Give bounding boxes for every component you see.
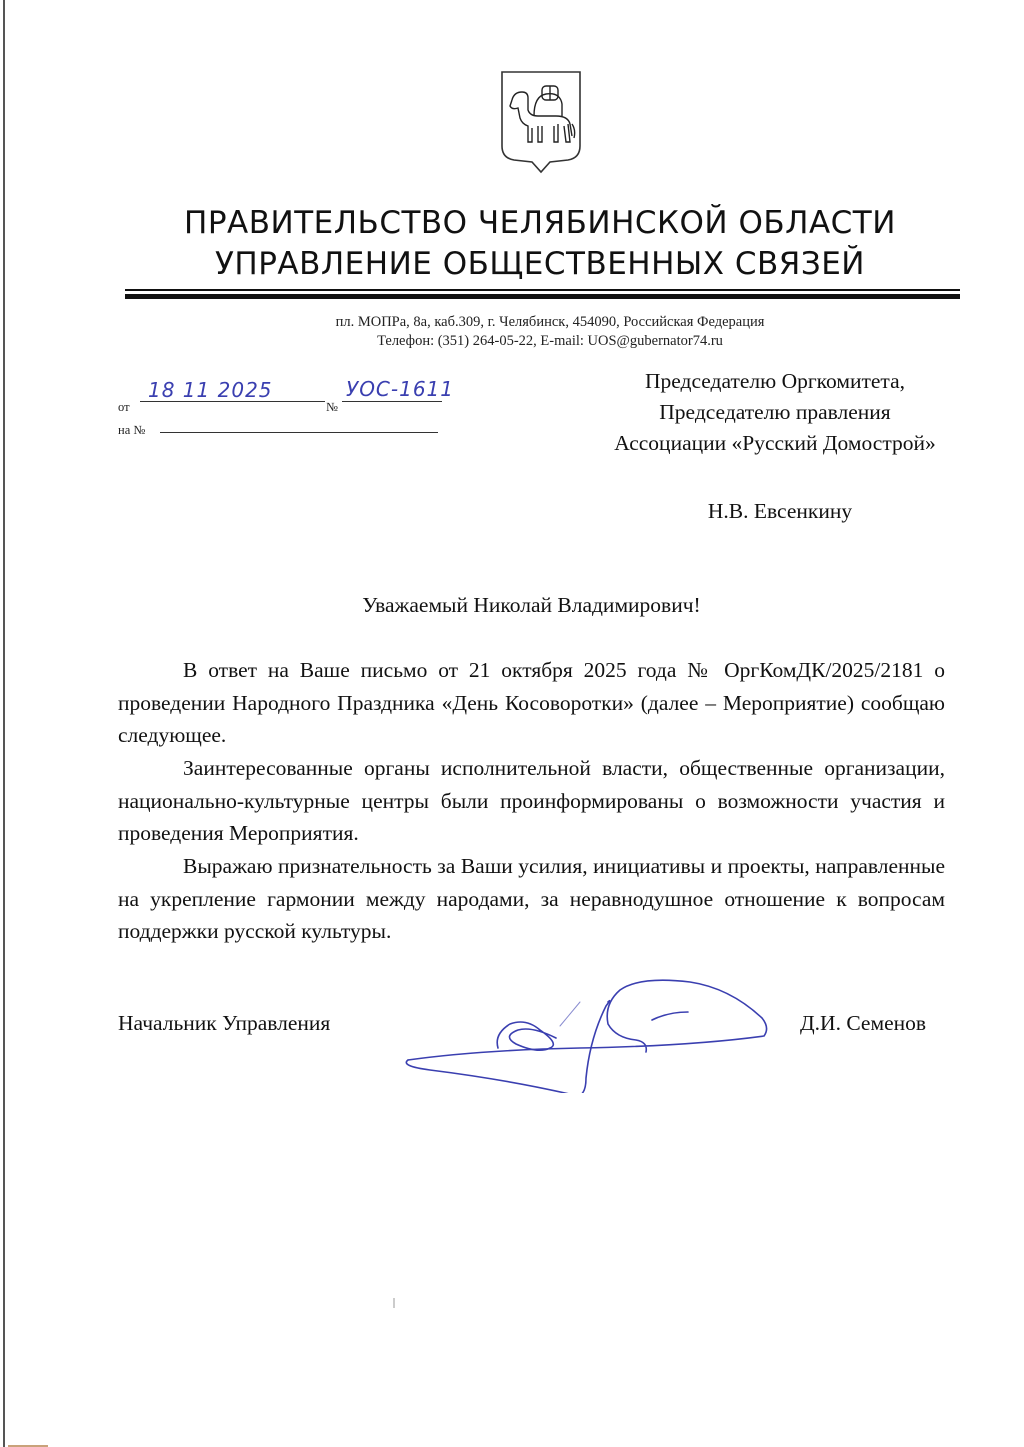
scan-edge-line [3, 0, 5, 1447]
coat-of-arms-icon [498, 66, 584, 178]
header-rule-thick [125, 294, 960, 299]
addressee-line-3: Ассоциации «Русский Домострой» [614, 431, 936, 455]
letter-paragraph [118, 654, 945, 752]
number-label: № [326, 400, 338, 414]
scan-speck [393, 1298, 395, 1308]
addressee-name: Н.В. Евсенкину [707, 499, 853, 523]
letter-paragraph [118, 752, 945, 850]
addressee-block [575, 366, 975, 459]
header-rule-thin [125, 289, 960, 291]
paragraph-1: В ответ на Ваше письмо от 21 октября 2025 года № ОргКомДК/2025/2181 о проведении Народного Праздника «День Косоворотки» (далее – Мероприятие) сообщаю следующее. [118, 658, 945, 747]
addressee-line-2: Председателю правления [659, 400, 891, 424]
addressee-line-1: Председателю Оргкомитета, [645, 369, 905, 393]
department-name: УПРАВЛЕНИЕ ОБЩЕСТВЕННЫХ СВЯЗЕЙ [215, 246, 865, 282]
signer-position: Начальник Управления [118, 1011, 331, 1035]
registration-date-row [118, 400, 130, 415]
from-label: от [118, 400, 130, 414]
org-name: ПРАВИТЕЛЬСТВО ЧЕЛЯБИНСКОЙ ОБЛАСТИ [184, 205, 896, 241]
paragraph-3: Выражаю признательность за Ваши усилия, инициативы и проекты, направленные на укрепление гармонии между народами, за неравнодушное отношение к вопросам поддержки русской культуры. [118, 854, 945, 943]
letter-paragraph [118, 850, 945, 948]
signer-name: Д.И. Семенов [800, 1011, 927, 1035]
paragraph-2: Заинтересованные органы исполнительной власти, общественные организации, национально-культурные центры были проинформированы о возможности участия и проведения Мероприятия. [118, 756, 945, 845]
handwritten-date: 18 11 2025 [148, 378, 273, 402]
reply-to-label: на № [118, 423, 146, 437]
greeting: Уважаемый Николай Владимирович! [362, 593, 701, 617]
reply-underline [160, 432, 438, 433]
handwritten-number: УОС-1611 [346, 377, 455, 401]
number-underline [342, 401, 442, 402]
address-line: пл. МОПРа, 8а, каб.309, г. Челябинск, 454090, Российская Федерация [335, 314, 765, 330]
handwritten-signature [390, 978, 780, 1093]
contact-line: Телефон: (351) 264-05-22, E-mail: UOS@gubernator74.ru [377, 333, 723, 349]
